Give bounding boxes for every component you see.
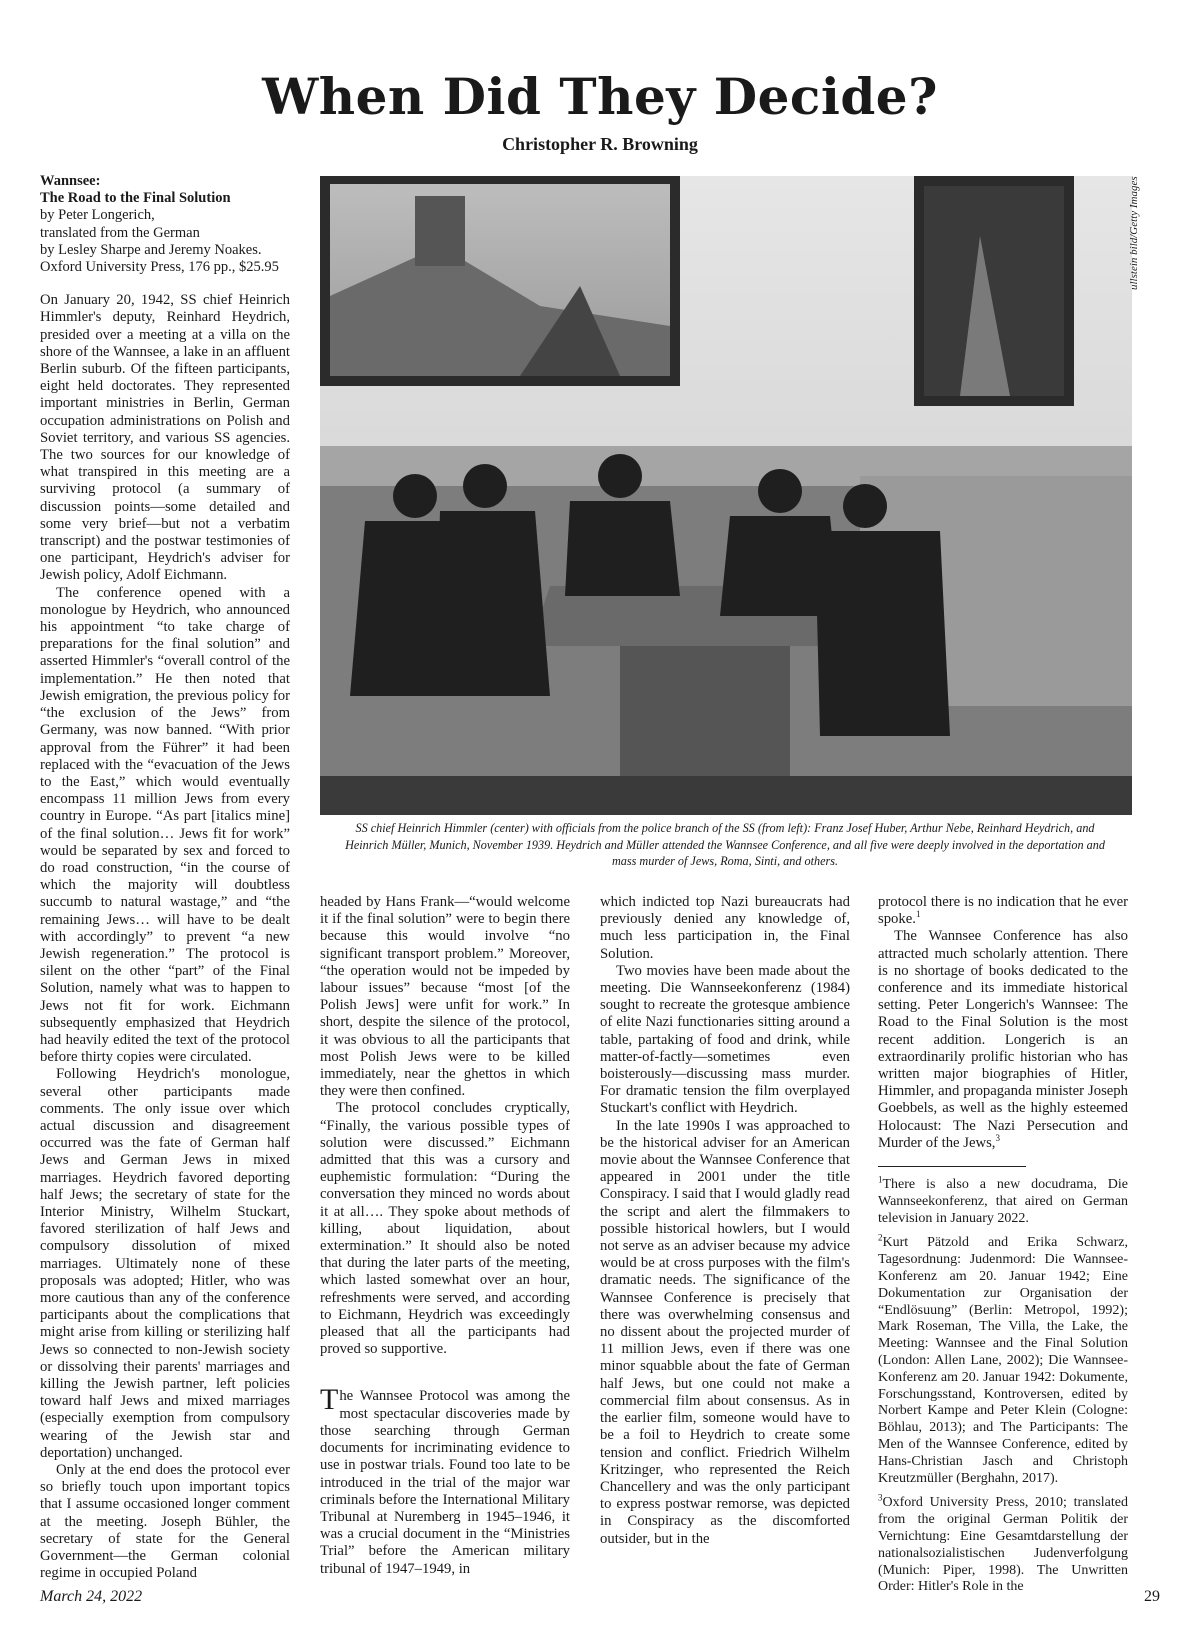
- paragraph: On January 20, 1942, SS chief Heinrich Himmler's deputy, Reinhard Heydrich, presided over a meeting at a villa on the shore of the Wannsee, a lake in an affluent Berlin suburb. Of the fifteen participants, eight held doctorates. They represented important ministries in Berlin, German occupation administrations on Polish and Soviet territory, and various SS agencies. The two sources for our knowledge of what transpired in this meeting are a surviving protocol (a summary of discussion points—some detailed and some very brief—but not a verbatim transcript) and the postwar testimonies of one participant, Heydrich's adviser for Jewish policy, Adolf Eichmann.: [40, 292, 290, 584]
- photo-caption: SS chief Heinrich Himmler (center) with officials from the police branch of the SS (from left): Franz Josef Huber, Arthur Nebe, Reinhard Heydrich, and Heinrich Müller, Munich, November 1939. Heydrich and Müller attended the Wannsee Conference, and all five were deeply involved in the deportation and mass murder of Jews, Roma, Sinti, and others.: [345, 821, 1105, 868]
- paragraph-text: The Wannsee Conference has also attracted much scholarly attention. There is no shortage of books dedicated to the conference and its immediate historical setting. Peter Longerich's Wannsee: The Road to the Final Solution is the most recent addition. Longerich is an extraordinarily prolific historian who has written major biographies of Hitler, Himmler, and propaganda minister Joseph Goebbels, as well as the highly esteemed Holocaust: The Nazi Persecution and Murder of the Jews,: [878, 928, 1128, 1151]
- column-1: [40, 173, 290, 1582]
- paragraph-text: protocol there is no indication that he ever spoke.: [878, 894, 1128, 928]
- issue-date: March 24, 2022: [40, 1588, 143, 1605]
- book-title-line1: Wannsee:: [40, 173, 101, 189]
- footnote-ref: 3: [995, 1132, 1000, 1143]
- book-publisher: Oxford University Press, 176 pp., $25.95: [40, 259, 279, 276]
- column-4: [878, 894, 1128, 1604]
- book-author: by Peter Longerich,: [40, 207, 155, 224]
- drop-cap: T: [320, 1383, 339, 1417]
- book-translators: by Lesley Sharpe and Jeremy Noakes.: [40, 241, 262, 258]
- column-3: [600, 894, 850, 1548]
- paragraph: The protocol concludes cryptically, “Finally, the various possible types of solution were discussed.” Eichmann admitted that this was a cursory and euphemistic formulation: “During the conversation they minced no words about it at all…. They spoke about methods of killing, about liquidation, about extermination.” It should also be noted that during the later parts of the meeting, which lasted somewhat over an hour, refreshments were served, and according to Eichmann, Heydrich was exceedingly pleased that all the participants had proved so supportive.: [320, 1100, 570, 1358]
- photo-himmler-officials: [320, 176, 1132, 815]
- paragraph: Following Heydrich's monologue, several other participants made comments. The only issue over which actual discussion and disagreement occurred was the fate of German half Jews and German Jews in mixed marriages. Heydrich favored deporting half Jews; the secretary of state for the Interior Ministry, Wilhelm Stuckart, favored sterilization of half Jews and compulsory dissolution of mixed marriages. Ultimately none of these proposals was adopted; Hitler, who was more cautious than any of the conference participants about the complications that might arise from killing or sterilizing half Jews so connected to non-Jewish society or dissolving their parents' marriages and killing the Jewish partner, left policies toward half Jews and mixed marriages (especially exemption from compulsory wearing of the Jewish star and deportation) unchanged.: [40, 1066, 290, 1461]
- paragraph: [878, 894, 1128, 928]
- footnote-2: [878, 1232, 1128, 1487]
- book-translated: translated from the German: [40, 224, 200, 241]
- paragraph: The conference opened with a monologue by Heydrich, who announced his appointment “to take charge of preparations for the final solution” and asserted Himmler's “overall control of the implementation.” He then noted that Jewish emigration, the previous policy for “the exclusion of the Jews” from Germany, was now banned. “With prior approval from the Führer” it had been replaced with the “evacuation of the Jews to the East,” which would eventually encompass 11 million Jews from every country in Europe. “As part [italics mine] of the final solution… Jews fit for work” would be separated by sex and forced to do road construction, “in the course of which the majority will doubtless succumb to natural wastage,” and “the remaining Jews… will have to be dealt with accordingly” to prevent “a new Jewish regeneration.” The protocol is silent on the other “part” of the Final Solution, namely what was to happen to Jews not fit for work. Eichmann subsequently emphasized that Heydrich had heavily edited the text of the protocol before thirty copies were circulated.: [40, 584, 290, 1066]
- paragraph: [320, 1383, 570, 1577]
- column-2: [320, 894, 570, 1578]
- footnote-text: Oxford University Press, 2010; translated from the original German Politik der Vernichtung: Eine Gesamtdarstellung der nationalsozialistischen Judenverfolgung (Munich: Piper, 1998). The Unwritten Order: Hitler's Role in the: [878, 1495, 1128, 1595]
- footnote-text: Kurt Pätzold and Erika Schwarz, Tagesordnung: Judenmord: Die Wannsee-Konferenz am 20. Januar 1942; Eine Dokumentation zur Organisation der “Endlösuung” (Berlin: Metropol, 1992); Mark Roseman, The Villa, the Lake, the Meeting: Wannsee and the Final Solution (London: Allen Lane, 2002); Die Wannsee-Konferenz am 20. Januar 1942: Dokumente, Forschungsstand, Kontroversen, edited by Norbert Kampe and Peter Klein (Cologne: Böhlau, 2013); and The Participants: The Men of the Wannsee Conference, edited by Hans-Christian Jasch and Christoph Kreutzmüller (Berghahn, 2017).: [878, 1235, 1128, 1486]
- footnote-number: 3: [878, 1492, 883, 1503]
- page-number: 29: [1144, 1588, 1160, 1605]
- article-title: When Did They Decide?: [262, 67, 938, 126]
- paragraph: In the late 1990s I was approached to be the historical adviser for an American movie about the Wannsee Conference that appeared in 2001 under the title Conspiracy. I said that I would gladly read the script and alert the filmmakers to possible historical howlers, but I would not serve as an adviser because my advice would be at cross purposes with the film's dramatic needs. The significance of the Wannsee Conference is precisely that there was overwhelming consensus and no dissent about the projected murder of 11 million Jews, even if there was one minor squabble about the fate of German half Jews, but one could not make a commercial film about consensus. As in the earlier film, someone would have to be a foil to Heydrich to create some tension and conflict. Friedrich Wilhelm Kritzinger, who represented the Reich Chancellery and was the only participant to express postwar remorse, was depicted in Conspiracy as the discomforted outsider, but in the: [600, 1117, 850, 1547]
- footnote-number: 2: [878, 1232, 883, 1243]
- footnote-1: [878, 1174, 1128, 1227]
- paragraph: Two movies have been made about the meeting. Die Wannseekonferenz (1984) sought to recreate the grotesque ambience of elite Nazi functionaries sitting around a table, partaking of food and drink, while matter-of-factly—sometimes even boisterously—discussing mass murder. For dramatic tension the film overplayed Stuckart's conflict with Heydrich.: [600, 962, 850, 1117]
- byline: Christopher R. Browning: [502, 134, 698, 154]
- footnote-number: 1: [878, 1174, 883, 1185]
- footnote-divider: [878, 1166, 1026, 1167]
- book-info: [40, 173, 290, 276]
- footnote-text: There is also a new docudrama, Die Wannseekonferenz, that aired on German television in January 2022.: [878, 1177, 1128, 1226]
- book-title-line2: The Road to the Final Solution: [40, 190, 231, 207]
- paragraph: Only at the end does the protocol ever so briefly touch upon important topics that I assume occasioned longer comment at the meeting. Joseph Bühler, the secretary of state for the General Government—the German colonial regime in occupied Poland: [40, 1462, 290, 1582]
- photo-image: [320, 176, 1132, 815]
- footnote-ref: 1: [915, 909, 921, 920]
- footnote-3: [878, 1492, 1128, 1596]
- photo-credit: ullstein bild/Getty Images: [1128, 176, 1140, 290]
- paragraph: which indicted top Nazi bureaucrats had previously denied any knowledge of, much less participation in, the Final Solution.: [600, 894, 850, 962]
- paragraph-text: he Wannsee Protocol was among the most spectacular discoveries made by those searching through German documents for incriminating evidence to use in postwar trials. Found too late to be introduced in the trial of the major war criminals before the International Military Tribunal at Nuremberg in 1945–1946, it was a crucial document in the “Ministries Trial” before the American military tribunal of 1947–1949, in: [320, 1388, 570, 1577]
- paragraph: headed by Hans Frank—“would welcome it if the final solution” were to begin there because this would involve “no significant transport problem.” Moreover, “the operation would not be impeded by labour issues” because “most [of the Polish Jews] were unfit for work.” In short, despite the silence of the protocol, it was obvious to all the participants that most Polish Jews were to be killed immediately, near the ghettos in which they were then confined.: [320, 894, 570, 1100]
- paragraph: [878, 928, 1128, 1152]
